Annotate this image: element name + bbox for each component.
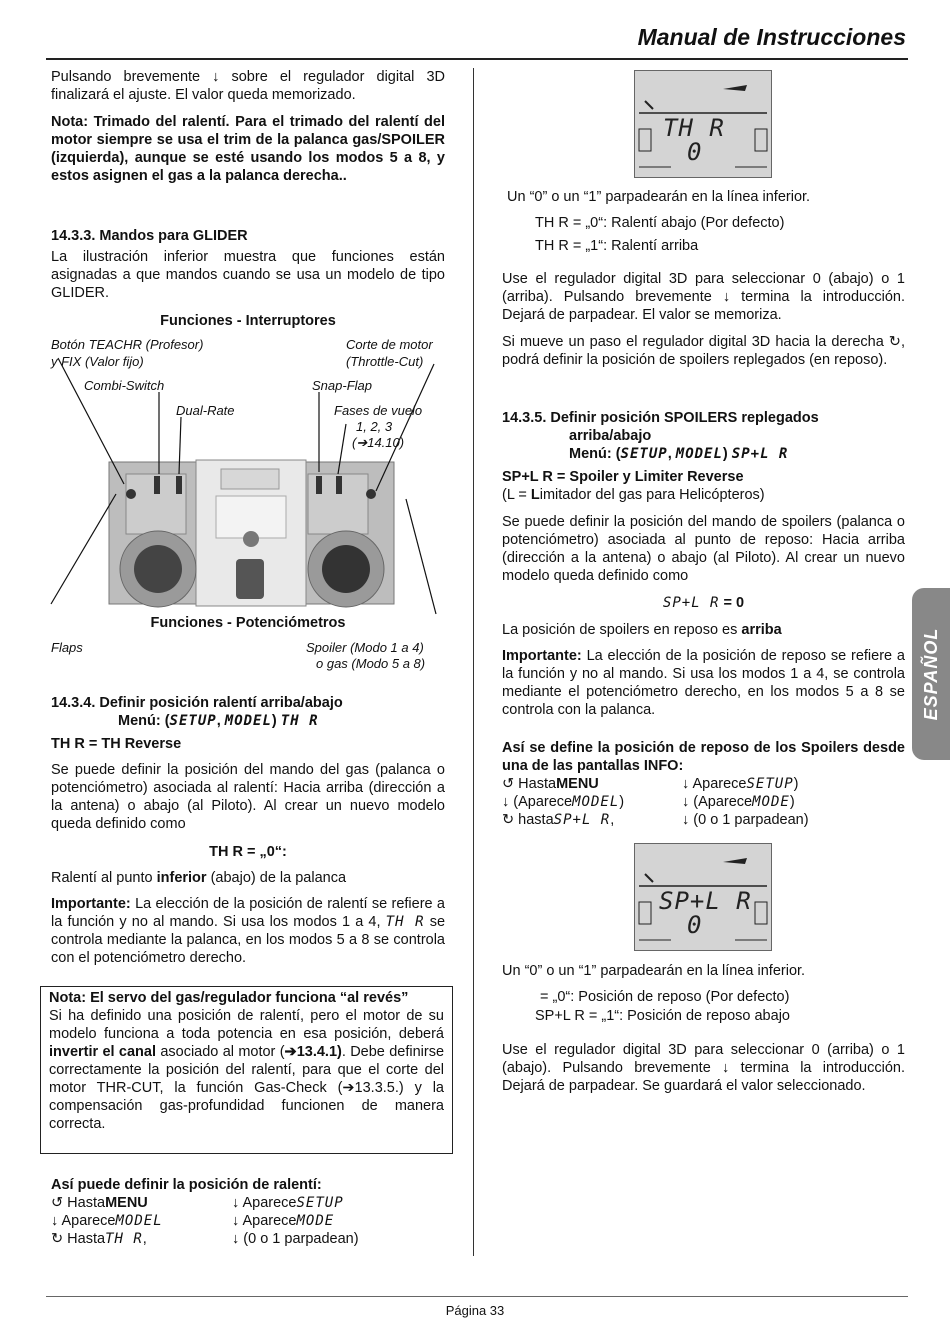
label-throttle-cut-2: (Throttle-Cut) (346, 354, 424, 369)
thr-reverse-title: TH R = TH Reverse (51, 736, 182, 752)
figure-title-pots: Funciones - Potenciómetros (150, 615, 346, 631)
label-spoiler-2: o gas (Modo 5 a 8) (316, 656, 426, 671)
splr-steps-title: Así se define la posición de reposo de los Spoilers desde una de las pantallas INFO: (502, 740, 905, 774)
splr-option-0: = „0“: Posición de reposo (Por defecto) (540, 989, 790, 1005)
plane-icon (723, 85, 747, 91)
lcd2-line-1: SP+L R (659, 887, 752, 915)
throttle-servo-note: Nota: El servo del gas/regulador funciona “al revés” Si ha definido una posición de ralentí, pero el motor de su modelo funciona a toda potencia en esa posición, deberá invertir el canal asociado al motor (➔13.4.1). Debe definirse correctamente la posición del ralentí, para que el corte del motor THR-CUT, la función Gas-Check (➔13.3.5.) y la compensación gas-profundidad funcionen de manera correcta. (40, 986, 453, 1154)
figure-title-switches: Funciones - Interruptores (160, 313, 336, 329)
footer-rule (46, 1296, 908, 1297)
idle-trim-note: Nota: Trimado del ralentí. Para el trimado del ralentí del motor siempre se usa el trim de la palanca gas/SPOILER (izquierda), aunque se esté usando los modos 5 a 8, y estos asignen el gas a la palanca derecha.. (51, 114, 445, 184)
menu-path-thr: Menú: (SETUP, MODEL) TH R (118, 713, 319, 729)
blink-info-1: Un “0” o un “1” parpadearán en la línea inferior. (507, 189, 811, 205)
label-teachr-1: Botón TEACHR (Profesor) (51, 337, 204, 352)
column-divider (473, 68, 474, 1256)
intro-paragraph: Pulsando brevemente ↓ sobre el regulador digital 3D finalizará el ajuste. El valor queda memorizado. (51, 69, 445, 103)
heading-14-3-3: 14.3.3. Mandos para GLIDER (51, 228, 248, 244)
label-teachr-2: y FIX (Valor fijo) (51, 354, 144, 369)
idle-steps: ↺ HastaMENU ↓ ApareceSETUP ↓ ApareceMODEL ↓ ApareceMODE ↻ HastaTH R, ↓ (0 o 1 parpadean) (51, 1195, 359, 1247)
lcd-line-1: TH R (663, 114, 725, 142)
splr-option-1: SP+L R = „1“: Posición de reposo abajo (535, 1008, 790, 1024)
label-flight-phases-2: 1, 2, 3 (356, 419, 393, 434)
lcd-line-2: 0 (687, 138, 703, 166)
splr-steps: ↺ HastaMENU ↓ ApareceSETUP) ↓ (ApareceMODEL) ↓ (ApareceMODE) ↻ hastaSP+L R, ↓ (0 o 1 parpadean) (502, 776, 809, 828)
idle-point-text: Ralentí al punto inferior (abajo) de la palanca (51, 870, 347, 886)
thr-paragraph: Se puede definir la posición del mando del gas (palanca o potenciómetro) asociada al ralentí: Hacia arriba (dirección a la antena) o abajo (al Piloto). Al crear un nuevo modelo queda definido como (51, 762, 445, 832)
label-throttle-cut-1: Corte de motor (346, 337, 433, 352)
heading-14-3-5: 14.3.5. Definir posición SPOILERS replegados (502, 410, 819, 426)
label-snap-flap: Snap-Flap (312, 378, 372, 393)
lcd2-line-2: 0 (687, 911, 703, 939)
splr-title: SP+L R = Spoiler y Limiter Reverse (502, 469, 744, 485)
select-paragraph-1: Use el regulador digital 3D para seleccionar 0 (abajo) o 1 (arriba). Pulsando brevemente ↓ termina la introducción. Dejará de parpadear. El valor se memoriza. (502, 271, 905, 323)
lcd-screen-thr (634, 70, 772, 178)
idle-steps-title: Así puede definir la posición de ralentí: (51, 1177, 322, 1193)
spoiler-paragraph: Se puede definir la posición del mando de spoilers (palanca o potenciómetro) asociada al punto de reposo: Hacia arriba (dirección a la antena) o abajo (al Piloto). Al crear un nuevo modelo queda definido como (502, 514, 905, 584)
label-spoiler-1: Spoiler (Modo 1 a 4) (306, 640, 424, 655)
label-combi-switch: Combi-Switch (84, 378, 165, 393)
important-thr: Importante: La elección de la posición de ralentí se refiere a la función y no al mando. Si usa los modos 1 a 4, TH R se controla mediante la palanca, en los modos 5 a 8 se controla con el potenciómetro derecho. (51, 896, 446, 966)
thr-option-1: TH R = „1“: Ralentí arriba (535, 238, 699, 254)
plane-icon (723, 858, 747, 864)
label-flight-phases-1: Fases de vuelo (334, 403, 423, 418)
menu-path-splr: Menú: (SETUP, MODEL) SP+L R (569, 446, 789, 462)
splr-default: SP+L R = 0 (662, 595, 745, 611)
language-tab: ESPAÑOL (912, 588, 950, 760)
heading-14-3-4: 14.3.4. Definir posición ralentí arriba/abajo (51, 695, 343, 711)
page-number: Página 33 (445, 1303, 505, 1318)
label-flaps: Flaps (51, 640, 83, 655)
header-rule (46, 58, 908, 60)
rest-position-text: La posición de spoilers en reposo es arriba (502, 622, 782, 638)
heading-14-3-5-cont: arriba/abajo (569, 428, 652, 444)
thr-default: TH R = „0“: (209, 844, 287, 860)
lcd-screen-splr (634, 843, 772, 951)
splr-subtitle: (L = Limitador del gas para Helicópteros) (502, 487, 765, 503)
blink-info-2: Un “0” o un “1” parpadearán en la línea inferior. (502, 963, 806, 979)
thr-option-0: TH R = „0“: Ralentí abajo (Por defecto) (535, 215, 785, 231)
page-title: Manual de Instrucciones (637, 24, 906, 50)
label-dual-rate: Dual-Rate (176, 403, 235, 418)
move-paragraph: Si mueve un paso el regulador digital 3D hacia la derecha ↻, podrá definir la posición de spoilers replegados (en reposo). (502, 334, 905, 368)
glider-paragraph: La ilustración inferior muestra que funciones están asignadas a que mandos cuando se usa un modelo de tipo GLIDER. (51, 249, 445, 301)
important-splr: Importante: La elección de la posición de reposo se refiere a la función y no al mando. Si usa los modos 1 a 4, se controla mediante el potenciómetro derecho, en los modos 5 a 8 se controla con la palanca. (502, 648, 905, 718)
select-paragraph-2: Use el regulador digital 3D para seleccionar 0 (arriba) o 1 (abajo). Pulsando brevemente ↓ termina la introducción. Dejará de parpadear. Se guardará el valor seleccionado. (502, 1042, 905, 1094)
label-flight-phases-3: (➔14.10) (352, 435, 405, 450)
